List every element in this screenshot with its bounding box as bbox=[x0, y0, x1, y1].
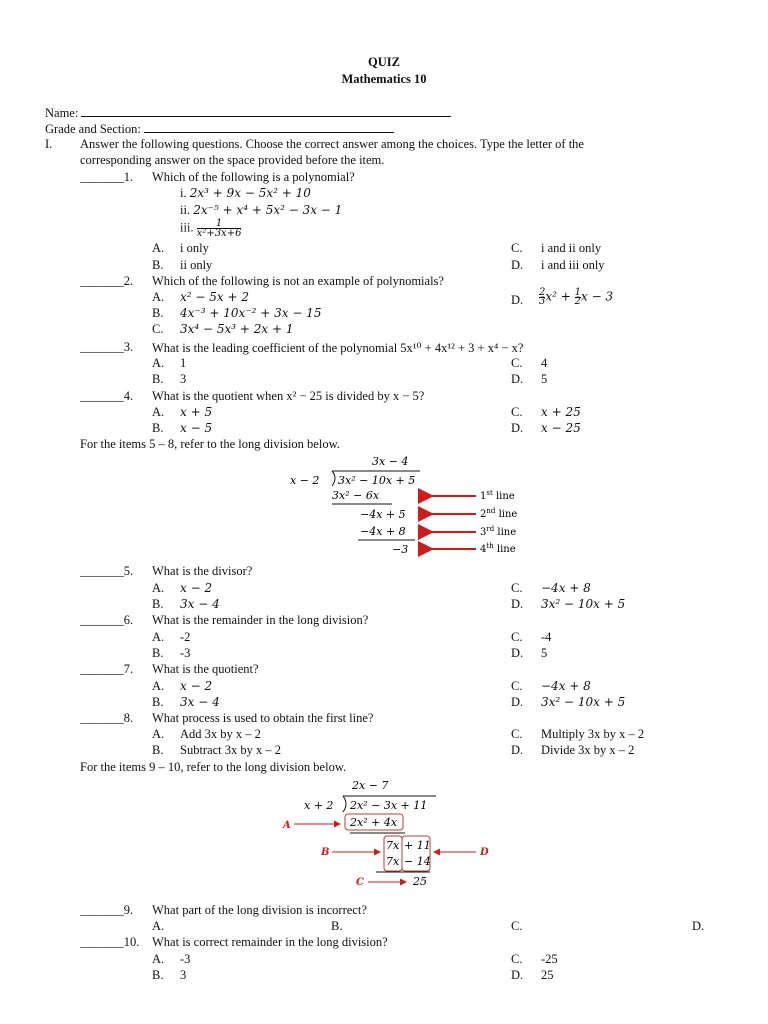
q8-c-letter: C. bbox=[511, 727, 523, 741]
q1-c-letter: C. bbox=[511, 241, 523, 255]
q1-i-label: i. bbox=[180, 186, 187, 200]
q2-option-b bbox=[152, 306, 322, 321]
q8-option-d bbox=[511, 743, 635, 758]
section-number: I. bbox=[45, 137, 53, 151]
q6-c-text: -4 bbox=[541, 630, 552, 644]
q8-d-text: Divide 3x by x – 2 bbox=[541, 743, 635, 757]
q2-text: Which of the following is not an example of polynomials? bbox=[152, 274, 444, 288]
q8-option-c bbox=[511, 727, 645, 742]
q10-c-text: -25 bbox=[541, 952, 558, 966]
quiz-subtitle: Mathematics 10 bbox=[341, 72, 427, 86]
div1-bracket bbox=[332, 471, 335, 486]
q1-option-a bbox=[152, 241, 209, 256]
q1-item-iii bbox=[180, 219, 241, 238]
q10-number[interactable]: _______10. bbox=[80, 935, 140, 949]
name-label: Name: bbox=[45, 106, 79, 120]
div1-label-4: 4th line bbox=[480, 542, 516, 555]
q3-number[interactable]: _______3. bbox=[80, 340, 134, 354]
q4-b-text: x − 5 bbox=[180, 421, 213, 435]
q6-a-letter: A. bbox=[152, 630, 165, 644]
q2-option-d bbox=[511, 287, 614, 308]
q7-option-d bbox=[511, 695, 626, 710]
q1-c-text: i and ii only bbox=[541, 241, 602, 255]
reference-text-1: For the items 5 – 8, refer to the long division below. bbox=[80, 437, 340, 451]
q3-option-a bbox=[152, 356, 187, 371]
q3-c-text: 4 bbox=[541, 356, 548, 370]
q7-c-text: −4x + 8 bbox=[541, 679, 591, 693]
q10-b-letter: B. bbox=[152, 968, 164, 982]
q1-text: Which of the following is a polynomial? bbox=[152, 170, 355, 184]
q6-c-letter: C. bbox=[511, 630, 523, 644]
q6-b-letter: B. bbox=[152, 646, 164, 660]
q4-text: What is the quotient when x² − 25 is divided by x − 5? bbox=[152, 389, 425, 403]
q1-iii-numerator: 1 bbox=[197, 219, 242, 229]
instruction-line-2: corresponding answer on the space provided before the item. bbox=[80, 153, 385, 167]
div2-quotient: 2x − 7 bbox=[352, 779, 389, 792]
q5-text: What is the divisor? bbox=[152, 564, 253, 578]
q2-d-frac1-den: 3 bbox=[539, 296, 546, 307]
q6-number[interactable]: _______6. bbox=[80, 613, 134, 627]
div2-label-b: B bbox=[321, 847, 330, 858]
q10-option-b bbox=[152, 968, 187, 983]
q5-d-text: 3x² − 10x + 5 bbox=[541, 597, 626, 611]
div2-dividend: 2x² − 3x + 11 bbox=[350, 799, 428, 812]
div1-label-2: 2nd line bbox=[480, 507, 518, 520]
q4-option-b bbox=[152, 421, 213, 436]
q9-option-c: C. bbox=[511, 919, 523, 933]
q6-d-text: 5 bbox=[541, 646, 548, 660]
q9-option-a: A. bbox=[152, 919, 165, 933]
q10-d-letter: D. bbox=[511, 968, 524, 982]
q3-option-c bbox=[511, 356, 548, 371]
q3-option-b bbox=[152, 372, 187, 387]
q1-iii-denominator: x²+3x+6 bbox=[196, 228, 242, 239]
q7-c-letter: C. bbox=[511, 679, 523, 693]
div2-row-3b: − 14 bbox=[404, 855, 431, 868]
q5-c-letter: C. bbox=[511, 581, 523, 595]
q9-text: What part of the long division is incorrect? bbox=[152, 903, 367, 917]
q2-a-text: x² − 5x + 2 bbox=[180, 290, 249, 304]
q7-d-text: 3x² − 10x + 5 bbox=[541, 695, 626, 709]
q4-d-text: x − 25 bbox=[541, 421, 581, 435]
q7-option-a bbox=[152, 679, 213, 694]
q10-b-text: 3 bbox=[180, 968, 187, 982]
q3-d-letter: D. bbox=[511, 372, 524, 386]
q5-option-c bbox=[511, 581, 591, 596]
q5-a-text: x − 2 bbox=[180, 581, 213, 595]
q7-number[interactable]: _______7. bbox=[80, 662, 134, 676]
div2-row-4: 25 bbox=[413, 875, 427, 888]
q5-option-a bbox=[152, 581, 213, 596]
q1-number[interactable]: _______1. bbox=[80, 170, 134, 184]
q4-a-letter: A. bbox=[152, 405, 165, 419]
div1-row-1: 3x² − 6x bbox=[332, 489, 380, 502]
q7-b-letter: B. bbox=[152, 695, 164, 709]
q6-option-c bbox=[511, 630, 552, 645]
q1-ii-expr: 2x⁻⁵ + x⁴ + 5x² − 3x − 1 bbox=[193, 203, 343, 217]
q9-option-d: D. bbox=[692, 919, 705, 933]
q7-a-letter: A. bbox=[152, 679, 165, 693]
q3-c-letter: C. bbox=[511, 356, 523, 370]
reference-text-2: For the items 9 – 10, refer to the long division below. bbox=[80, 760, 347, 774]
q3-a-text: 1 bbox=[180, 356, 187, 370]
q5-b-text: 3x − 4 bbox=[180, 597, 220, 611]
q4-a-text: x + 5 bbox=[180, 405, 213, 419]
q3-b-letter: B. bbox=[152, 372, 164, 386]
q6-option-b bbox=[152, 646, 191, 661]
q8-number[interactable]: _______8. bbox=[80, 711, 134, 725]
q7-option-b bbox=[152, 695, 220, 710]
q3-b-text: 3 bbox=[180, 372, 187, 386]
q8-option-a bbox=[152, 727, 261, 742]
q2-d-mid: x² + bbox=[545, 289, 575, 304]
q4-number[interactable]: _______4. bbox=[80, 389, 134, 403]
q2-d-frac2-den: 2 bbox=[574, 296, 582, 307]
q9-option-b: B. bbox=[331, 919, 343, 933]
q5-option-d bbox=[511, 597, 626, 612]
instruction-line-1: Answer the following questions. Choose the correct answer among the choices. Type the letter of the bbox=[80, 137, 584, 151]
long-division-2 bbox=[280, 776, 500, 892]
q10-c-letter: C. bbox=[511, 952, 523, 966]
q1-b-letter: B. bbox=[152, 258, 164, 272]
q2-option-a bbox=[152, 290, 249, 305]
div2-label-c: C bbox=[356, 877, 364, 888]
q1-iii-label: iii. bbox=[180, 220, 194, 235]
q4-option-a bbox=[152, 405, 213, 420]
q2-a-letter: A. bbox=[152, 290, 165, 304]
q1-a-letter: A. bbox=[152, 241, 165, 255]
q1-option-b bbox=[152, 258, 213, 273]
q7-a-text: x − 2 bbox=[180, 679, 213, 693]
div1-row-2: −4x + 5 bbox=[360, 508, 406, 521]
q7-d-letter: D. bbox=[511, 695, 524, 709]
q10-a-text: -3 bbox=[180, 952, 191, 966]
quiz-title: QUIZ bbox=[368, 55, 400, 69]
q8-a-letter: A. bbox=[152, 727, 165, 741]
q1-iii-fraction bbox=[197, 219, 242, 238]
q8-b-text: Subtract 3x by x – 2 bbox=[180, 743, 282, 757]
q6-option-a bbox=[152, 630, 191, 645]
q8-text: What process is used to obtain the first line? bbox=[152, 711, 374, 725]
div2-bracket bbox=[343, 796, 346, 812]
q8-d-letter: D. bbox=[511, 743, 524, 757]
div1-divisor: x − 2 bbox=[290, 474, 320, 487]
q2-number[interactable]: _______2. bbox=[80, 274, 134, 288]
q3-d-text: 5 bbox=[541, 372, 548, 386]
grade-field bbox=[45, 120, 394, 137]
q3-option-d bbox=[511, 372, 548, 387]
q4-d-letter: D. bbox=[511, 421, 524, 435]
q4-option-d bbox=[511, 421, 581, 436]
q2-b-text: 4x⁻³ + 10x⁻² + 3x − 15 bbox=[180, 306, 322, 320]
q5-b-letter: B. bbox=[152, 597, 164, 611]
q5-option-b bbox=[152, 597, 220, 612]
q3-a-letter: A. bbox=[152, 356, 165, 370]
div2-divisor: x + 2 bbox=[304, 799, 334, 812]
grade-label: Grade and Section: bbox=[45, 122, 141, 136]
q1-d-letter: D. bbox=[511, 258, 524, 272]
q3-text: What is the leading coefficient of the polynomial 5x¹⁰ + 4x¹² + 3 + x⁴ − x? bbox=[152, 341, 524, 355]
q1-a-text: i only bbox=[180, 241, 209, 255]
name-field bbox=[45, 104, 451, 121]
q6-d-letter: D. bbox=[511, 646, 524, 660]
q10-a-letter: A. bbox=[152, 952, 165, 966]
long-division-1 bbox=[280, 452, 530, 560]
div2-row-2a: 7x bbox=[386, 839, 400, 852]
div2-label-d: D bbox=[480, 847, 489, 858]
q8-a-text: Add 3x by x – 2 bbox=[180, 727, 261, 741]
div2-row-2b: + 11 bbox=[404, 839, 431, 852]
q1-item-ii bbox=[180, 203, 342, 218]
div2-row-3a: 7x bbox=[386, 855, 400, 868]
div1-dividend: 3x² − 10x + 5 bbox=[338, 474, 416, 487]
q10-text: What is correct remainder in the long division? bbox=[152, 935, 388, 949]
q5-number[interactable]: _______5. bbox=[80, 564, 134, 578]
q1-option-c bbox=[511, 241, 602, 256]
q7-text: What is the quotient? bbox=[152, 662, 259, 676]
q7-b-text: 3x − 4 bbox=[180, 695, 220, 709]
name-blank[interactable] bbox=[81, 104, 451, 117]
q2-d-end: x − 3 bbox=[581, 289, 614, 304]
q6-a-text: -2 bbox=[180, 630, 191, 644]
q9-number[interactable]: _______9. bbox=[80, 903, 134, 917]
q8-c-text: Multiply 3x by x – 2 bbox=[541, 727, 645, 741]
q1-d-text: i and iii only bbox=[541, 258, 605, 272]
q10-option-c bbox=[511, 952, 558, 967]
q10-option-d bbox=[511, 968, 554, 983]
q8-b-letter: B. bbox=[152, 743, 164, 757]
q2-b-letter: B. bbox=[152, 306, 164, 320]
q1-option-d bbox=[511, 258, 605, 273]
q4-option-c bbox=[511, 405, 581, 420]
q10-d-text: 25 bbox=[541, 968, 554, 982]
q1-b-text: ii only bbox=[180, 258, 213, 272]
div2-row-1: 2x² + 4x bbox=[350, 816, 398, 829]
q2-d-frac1-num: 2 bbox=[539, 287, 546, 298]
q1-item-i bbox=[180, 186, 311, 201]
q2-d-expr bbox=[539, 289, 613, 306]
div1-label-3: 3rd line bbox=[480, 525, 517, 538]
q4-c-letter: C. bbox=[511, 405, 523, 419]
q2-c-text: 3x⁴ − 5x³ + 2x + 1 bbox=[180, 322, 294, 336]
q6-b-text: -3 bbox=[180, 646, 191, 660]
q5-c-text: −4x + 8 bbox=[541, 581, 591, 595]
q5-a-letter: A. bbox=[152, 581, 165, 595]
q2-option-c bbox=[152, 322, 294, 337]
q2-d-letter: D. bbox=[511, 293, 524, 307]
q6-text: What is the remainder in the long division? bbox=[152, 613, 369, 627]
div1-quotient: 3x − 4 bbox=[372, 455, 409, 468]
q8-option-b bbox=[152, 743, 282, 758]
q4-b-letter: B. bbox=[152, 421, 164, 435]
q5-d-letter: D. bbox=[511, 597, 524, 611]
grade-blank[interactable] bbox=[144, 120, 394, 133]
q4-c-text: x + 25 bbox=[541, 405, 581, 419]
div2-label-a: A bbox=[283, 820, 291, 831]
q7-option-c bbox=[511, 679, 591, 694]
q6-option-d bbox=[511, 646, 548, 661]
q2-d-frac2-num: 1 bbox=[574, 287, 582, 298]
q2-c-letter: C. bbox=[152, 322, 164, 336]
q1-i-expr: 2x³ + 9x − 5x² + 10 bbox=[189, 186, 311, 200]
q1-ii-label: ii. bbox=[180, 203, 191, 217]
div1-row-4: −3 bbox=[392, 543, 409, 556]
div1-row-3: −4x + 8 bbox=[360, 525, 406, 538]
div1-label-1: 1st line bbox=[480, 489, 515, 502]
q10-option-a bbox=[152, 952, 191, 967]
